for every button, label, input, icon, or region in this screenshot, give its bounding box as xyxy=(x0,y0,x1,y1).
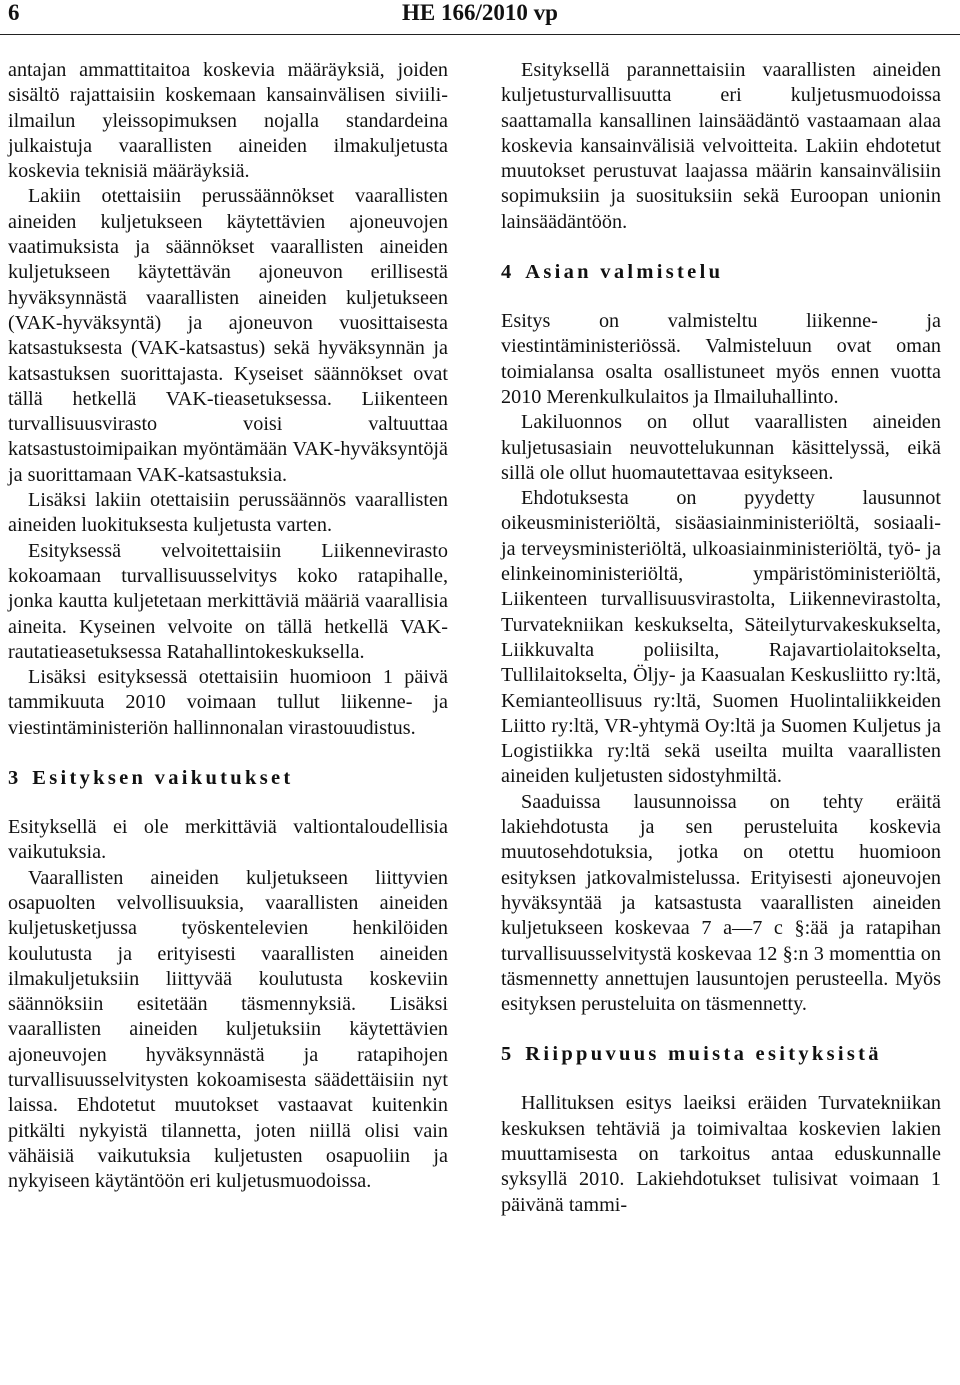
section-number: 3 xyxy=(8,767,19,790)
section-heading xyxy=(501,1042,941,1067)
section-title: Riippuvuus muista esityksistä xyxy=(525,1043,882,1066)
section-number: 4 xyxy=(501,261,512,284)
page-header xyxy=(0,0,960,36)
paragraph: Vaarallisten aineiden kuljetukseen liittyvien osapuolten velvollisuuksia, vaarallisten aineiden kuljetusketjussa työskentelevien henkilöiden koulutusta ja erityisesti vaarallisten aineiden ilmakuljetuksiin liittyvää koulutusta koskeviin säännöksiin esitetään täsmennyksiä. Lisäksi vaarallisten aineiden kuljetuksiin käytettävien ajoneuvojen hyväksynnästä ja ratapihojen turvallisuusselvitysten kokoamisesta säädettäisiin nyt laissa. Ehdotetut muutokset vastaavat kuitenkin pitkälti nykyistä tilannetta, joten niillä olisi vain vähäisiä vaikutuksia kuljetusten osapuoliin ja nykyiseen käytäntöön eri kuljetusmuodoissa. xyxy=(8,866,448,1193)
right-column xyxy=(501,58,941,1218)
section-number: 5 xyxy=(501,1043,512,1066)
paragraph: Lisäksi lakiin otettaisiin perussäännös vaarallisten aineiden luokituksesta kuljetusta varten. xyxy=(8,489,448,537)
paragraph: Saaduissa lausunnoissa on tehty eräitä lakiehdotusta ja sen perusteluita koskevia muutosehdotuksia, jotka on otettu huomioon esityksen jatkovalmistelussa. Erityisesti ajoneuvojen hyväksyntää ja katsastusta vaarallisten aineiden kuljetukseen koskevaa 7 a—7 c §:ää ja ratapihan turvallisuusselvitystä koskevaa 12 §:n 3 momenttia on täsmennetty annettujen lausuntojen perusteella. Myös esityksen perusteluita on täsmennetty. xyxy=(501,790,941,1016)
paragraph: antajan ammattitaitoa koskevia määräyksiä, joiden sisältö rajattaisiin koskemaan kansainvälisen siviili-ilmailun yleissopimuksen nojalla standardeina julkaistuja vaarallisten aineiden ilmakuljetusta koskevia teknisiä määräyksiä. xyxy=(8,59,448,183)
section-title: Asian valmistelu xyxy=(525,261,724,284)
paragraph: Lisäksi esityksessä otettaisiin huomioon 1 päivä tammikuuta 2010 voimaan tullut liikenne- ja viestintäministeriön hallinnonalan virastouudistus. xyxy=(8,666,448,739)
page-number: 6 xyxy=(8,0,20,25)
left-column xyxy=(8,58,448,1194)
paragraph: Esityksellä parannettaisiin vaarallisten aineiden kuljetusturvallisuutta eri kuljetusmuodoissa saattamalla kansallinen lainsäädäntö vastaamaan alaa koskevia kansainvälisiä velvoitteita. Lakiin ehdotetut muutokset perustuvat laajassa määrin kansainvälisiin sopimuksiin ja suosituksiin sekä Euroopan unionin lainsäädäntöön. xyxy=(501,59,941,233)
paragraph: Lakiluonnos on ollut vaarallisten aineiden kuljetusasiain neuvottelukunnan käsittelyssä, eikä sillä ole ollut huomautettavaa esitykseen. xyxy=(501,411,941,484)
header-rule xyxy=(0,34,960,35)
section-heading xyxy=(8,766,448,791)
paragraph: Lakiin otettaisiin perussäännökset vaarallisten aineiden kuljetukseen käytettävien ajoneuvojen vaatimuksista ja säännökset vaarallisten aineiden kuljetukseen käytettävän ajoneuvon erillisestä hyväksynnästä vaarallisten aineiden kuljetukseen (VAK-hyväksyntä) ja ajoneuvon vuosittaisesta katsastuksesta (VAK-katsastus) sekä hyväksynnän ja katsastuksen suorittajasta. Kyseiset säännökset ovat tällä hetkellä VAK-tieasetuksessa. Liikenteen turvallisuusvirasto voisi valtuuttaa katsastustoimipaikan myöntämään VAK-hyväksyntöjä ja suorittamaan VAK-katsastuksia. xyxy=(8,185,448,486)
paragraph: Esityksellä ei ole merkittäviä valtiontaloudellisia vaikutuksia. xyxy=(8,816,448,864)
paragraph: Esityksessä velvoitettaisiin Liikennevirasto kokoamaan turvallisuusselvitys koko ratapihalle, jonka kautta kuljetetaan merkittäviä määriä vaarallisia aineita. Kyseinen velvoite on tällä hetkellä VAK-rautatieasetuksessa Ratahallintokeskuksella. xyxy=(8,539,448,663)
section-title: Esityksen vaikutukset xyxy=(32,767,294,790)
paragraph: Esitys on valmisteltu liikenne- ja viestintäministeriössä. Valmisteluun ovat oman toimialansa osalta osallistuneet myös ennen vuotta 2010 Merenkulkulaitos ja Ilmailuhallinto. xyxy=(501,310,941,408)
paragraph: Ehdotuksesta on pyydetty lausunnot oikeusministeriöltä, sisäasiainministeriöltä, sosiaali- ja terveysministeriöltä, ulkoasiainministeriöltä, työ- ja elinkeinoministeriöltä, ympäristöministeriöltä, Liikenteen turvallisuusvirastolta, Liikennevirastolta, Turvatekniikan keskukselta, Säteilyturvakeskukselta, Liikkuvalta poliisilta, Rajavartiolaitokselta, Tullilaitokselta, Öljy- ja Kaasualan Keskusliitto ry:ltä, Kemianteollisuus ry:ltä, Suomen Huolintaliikkeiden Liitto ry:ltä, VR-yhtymä Oy:ltä ja Suomen Kuljetus ja Logistiikka ry:ltä sekä useilta muilta vaarallisten aineiden kuljetusten sidostyhmiltä. xyxy=(501,487,941,788)
section-heading xyxy=(501,260,941,285)
running-head: HE 166/2010 vp xyxy=(402,0,558,25)
paragraph: Hallituksen esitys laeiksi eräiden Turvatekniikan keskuksen tehtäviä ja toimivaltaa koskevien lakien muuttamisesta on tarkoitus antaa eduskunnalle syksyllä 2010. Lakiehdotukset tulisivat voimaan 1 päivänä tammi- xyxy=(501,1092,941,1216)
